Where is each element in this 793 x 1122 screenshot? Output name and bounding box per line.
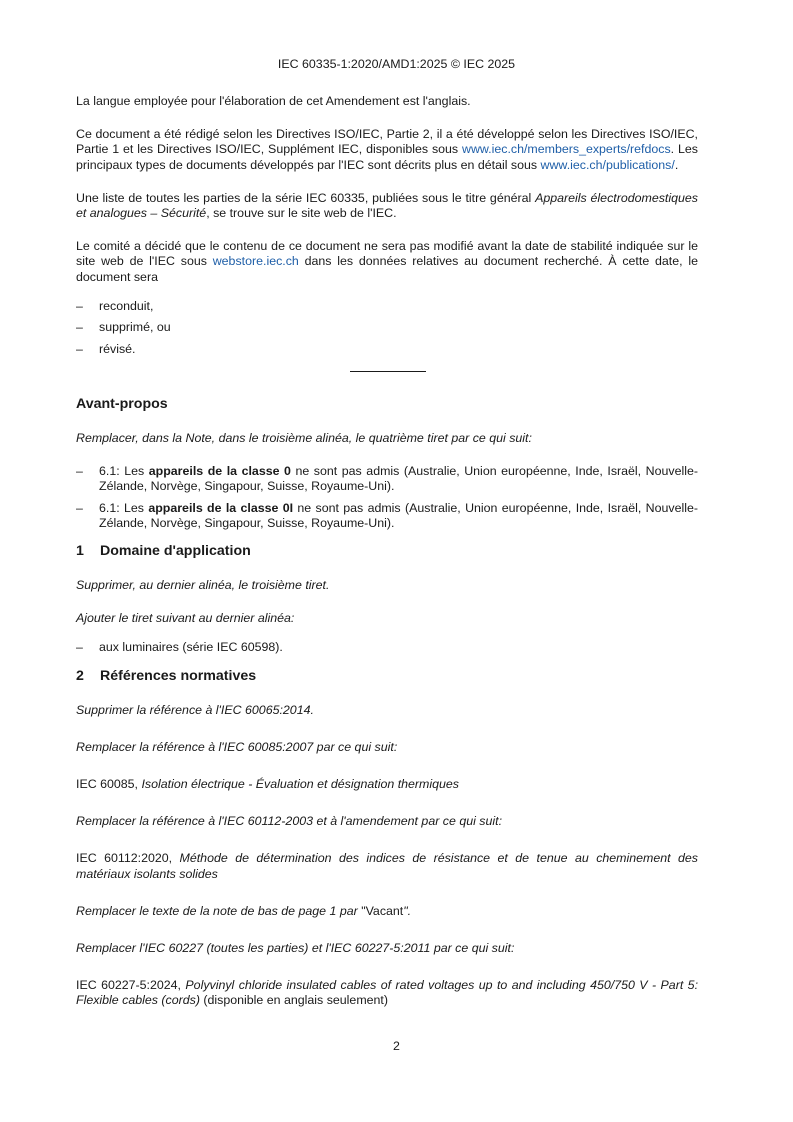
stability-paragraph: Le comité a décidé que le contenu de ce document ne sera pas modifié avant la date de stabilité indiquée sur le site web de l'IEC sous webstore.iec.ch dans les données relatives au document recherché. À cette date, le document sera	[76, 239, 699, 284]
webstore-link[interactable]: webstore.iec.ch	[212, 254, 299, 269]
document-body	[76, 94, 698, 1027]
directives-paragraph: Ce document a été rédigé selon les Directives ISO/IEC, Partie 2, il a été développé selon les Directives ISO/IEC, Partie 1 et les Directives ISO/IEC, Supplément IEC, disponibles sous www.iec.ch/members_experts/refdocs. Les principaux types de documents développés par l'IEC sont décrits plus en détail sous www.iec.ch/publications/.	[76, 127, 698, 172]
section-heading-2: 2 Références normatives	[76, 667, 257, 684]
section-heading-avant-propos: Avant-propos	[76, 395, 168, 412]
reference-entry: IEC 60112:2020, Méthode de détermination des indices de résistance et de tenue au cheminement des matériaux isolants solides	[76, 851, 698, 881]
list-item: – 6.1: Les appareils de la classe 0I ne sont pas admis (Australie, Union européenne, Inde, Israël, Nouvelle-Zélande, Norvège, Singapour, Suisse, Royaume-Uni).	[76, 500, 698, 530]
instruction-text: Remplacer la référence à l'IEC 60085:2007 par ce qui suit:	[76, 739, 398, 754]
list-item: – révisé.	[76, 341, 136, 356]
instruction-text: Ajouter le tiret suivant au dernier alinéa:	[76, 611, 295, 626]
instruction-text: Remplacer, dans la Note, dans le troisième alinéa, le quatrième tiret par ce qui suit:	[76, 430, 532, 445]
list-item: – reconduit,	[76, 298, 154, 313]
stability-list	[76, 299, 698, 357]
series-paragraph: Une liste de toutes les parties de la série IEC 60335, publiées sous le titre général Appareils électrodomestiques et analogues – Sécurité, se trouve sur le site web de l'IEC.	[76, 190, 698, 221]
publications-link[interactable]: www.iec.ch/publications/	[540, 157, 675, 172]
list-item: – 6.1: Les appareils de la classe 0 ne sont pas admis (Australie, Union européenne, Inde, Israël, Nouvelle-Zélande, Norvège, Singapour, Suisse, Royaume-Uni).	[76, 464, 699, 494]
section-heading-1: 1 Domaine d'application	[76, 543, 251, 560]
avant-propos-list	[76, 464, 698, 531]
refdocs-link[interactable]: www.iec.ch/members_experts/refdocs	[462, 142, 671, 157]
instruction-text: Remplacer l'IEC 60227 (toutes les parties) et l'IEC 60227-5:2011 par ce qui suit:	[76, 941, 515, 956]
instruction-text: Supprimer la référence à l'IEC 60065:2014.	[76, 702, 314, 717]
reference-entry: IEC 60085, Isolation électrique - Évaluation et désignation thermiques	[76, 777, 459, 792]
page-header: IEC 60335-1:2020/AMD1:2025 © IEC 2025	[277, 57, 516, 71]
list-item: – aux luminaires (série IEC 60598).	[76, 640, 283, 655]
page-number: 2	[393, 1039, 400, 1053]
instruction-text: Remplacer la référence à l'IEC 60112-2003 et à l'amendement par ce qui suit:	[76, 814, 503, 829]
reference-entry: IEC 60227-5:2024, Polyvinyl chloride insulated cables of rated voltages up to and including 450/750 V - Part 5: Flexible cables (cords) (disponible en anglais seulement)	[76, 978, 699, 1008]
list-item: – supprimé, ou	[76, 320, 171, 335]
instruction-text: Remplacer le texte de la note de bas de page 1 par "Vacant".	[76, 903, 412, 918]
language-paragraph: La langue employée pour l'élaboration de cet Amendement est l'anglais.	[76, 94, 471, 108]
separator-rule	[350, 371, 426, 372]
section1-list	[76, 640, 698, 655]
instruction-text: Supprimer, au dernier alinéa, le troisième tiret.	[76, 578, 330, 593]
